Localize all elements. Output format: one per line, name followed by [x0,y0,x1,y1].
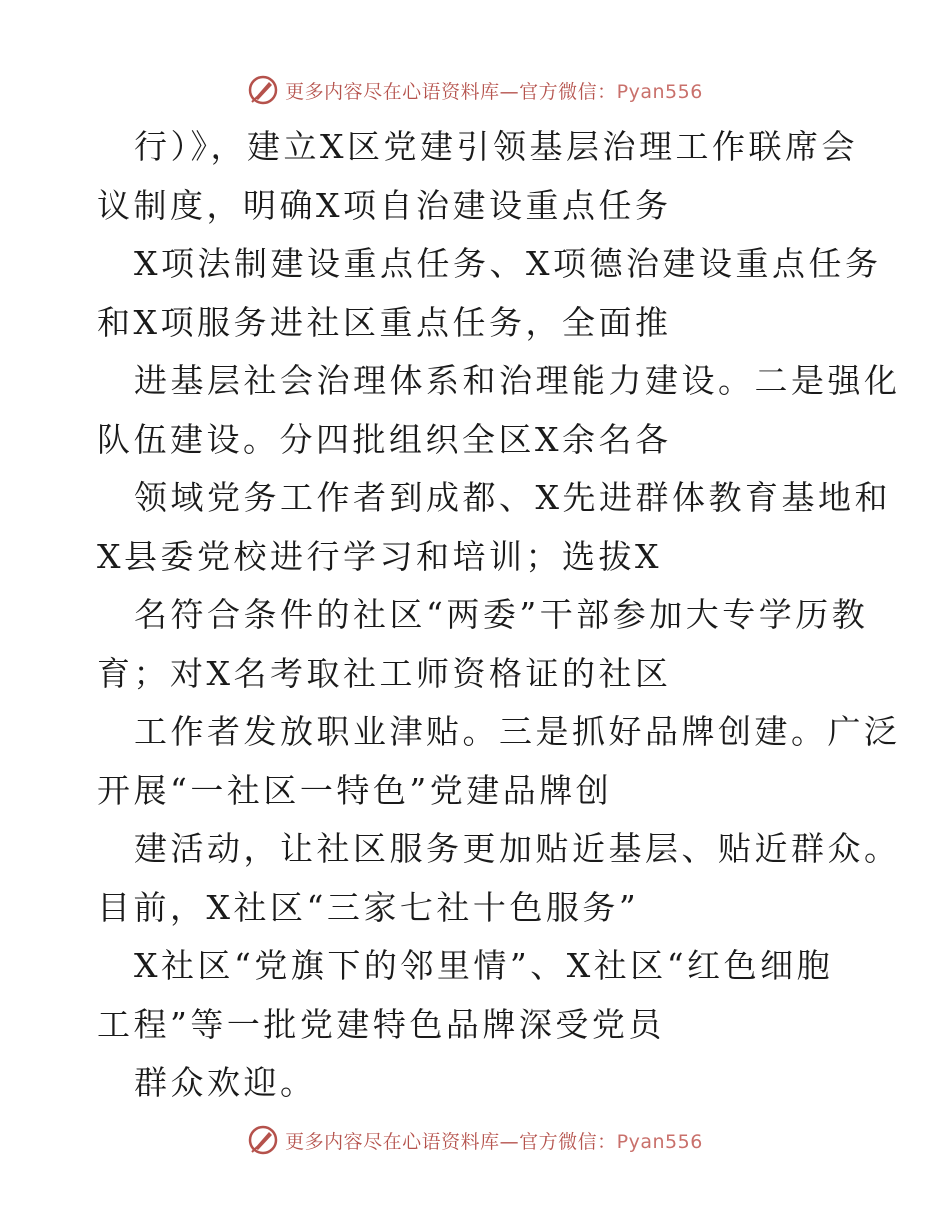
quill-logo-icon [247,74,279,106]
footer-watermark [0,1120,950,1160]
text-line: 开展“一社区一特色”党建品牌创 [97,770,613,810]
text-line: X项法制建设重点任务、X项德治建设重点任务 [134,244,882,283]
text-line: 和X项服务进社区重点任务，全面推 [97,302,672,342]
text-line: 领域党务工作者到成都、X先进群体教育基地和 [134,478,891,517]
watermark-wechat-id: Pyan556 [616,1130,703,1153]
text-line: 进基层社会治理体系和治理能力建设。二是强化 [134,361,901,400]
text-line: 目前，X社区“三家七社十色服务” [97,887,640,927]
text-line: 育；对X名考取社工师资格证的社区 [97,653,672,693]
watermark-text: 更多内容尽在心语资料库—官方微信： [285,1130,617,1153]
watermark-wechat-id: Pyan556 [616,80,703,103]
document-body [97,118,901,1113]
text-line: 名符合条件的社区“两委”干部参加大专学历教 [134,595,869,634]
text-line: X社区“党旗下的邻里情”、X社区“红色细胞 [134,946,834,985]
text-line: 工作者发放职业津贴。三是抓好品牌创建。广泛 [134,712,901,751]
text-line: 行）》，建立X区党建引领基层治理工作联席会 [134,127,858,166]
quill-logo-icon [247,1124,279,1156]
text-line: 队伍建设。分四批组织全区X余名各 [97,419,672,459]
text-line: 议制度，明确X项自治建设重点任务 [97,185,672,225]
header-watermark [0,70,950,110]
text-line: 群众欢迎。 [134,1063,317,1102]
watermark-text: 更多内容尽在心语资料库—官方微信： [285,80,617,103]
text-line: 工程”等一批党建特色品牌深受党员 [97,1004,665,1044]
text-line: X县委党校进行学习和培训；选拔X [97,536,662,576]
text-line: 建活动，让社区服务更加贴近基层、贴近群众。 [134,829,901,868]
